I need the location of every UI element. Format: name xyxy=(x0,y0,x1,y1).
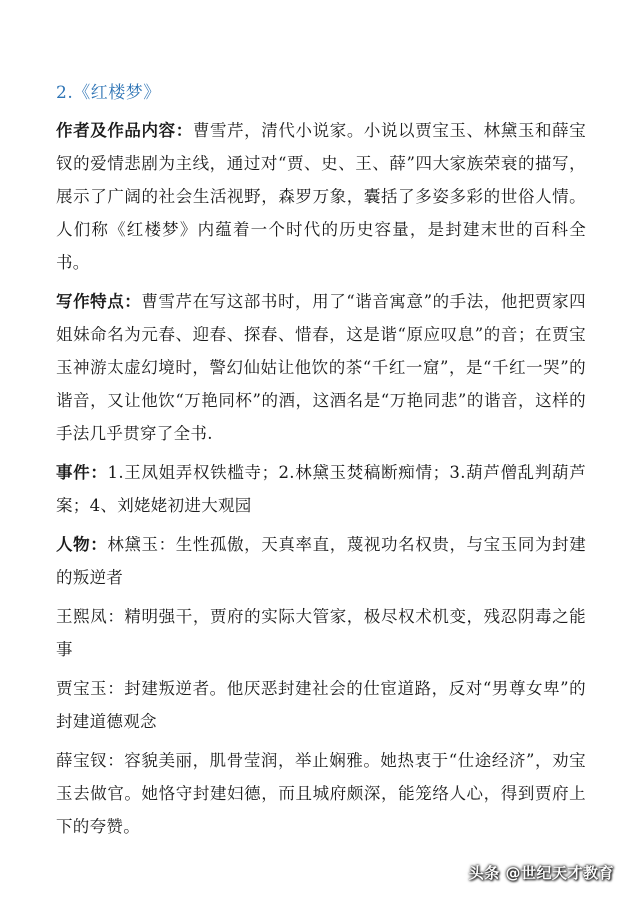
paragraph-lead: 写作特点： xyxy=(56,292,142,311)
watermark: 头条 @世纪天才教育 xyxy=(468,864,614,882)
paragraph-text: 曹雪芹，清代小说家。小说以贾宝玉、林黛玉和薛宝钗的爱情悲剧为主线，通过对“贾、史、王、薛”四大家族荣衰的描写，展示了广阔的社会生活视野，森罗万象，囊括了多姿多彩的世俗人情。人们称《红楼梦》内蕴着一个时代的历史容量，是封建末世的百科全书。 xyxy=(56,121,586,272)
character-jia-baoyu xyxy=(56,672,586,738)
paragraph-text: 薛宝钗：容貌美丽，肌骨莹润，举止娴雅。她热衷于“仕途经济”，劝宝玉去做官。她恪守封建妇德，而且城府颇深，能笼络人心，得到贾府上下的夸赞。 xyxy=(56,751,586,836)
author-and-content-paragraph xyxy=(56,114,586,279)
paragraph-lead: 作者及作品内容： xyxy=(56,121,193,140)
character-xue-baochai xyxy=(56,744,586,843)
document-page xyxy=(56,80,586,849)
paragraph-lead: 人物： xyxy=(56,535,108,554)
characters-paragraph xyxy=(56,528,586,594)
writing-features-paragraph xyxy=(56,285,586,450)
paragraph-text: 林黛玉：生性孤傲，天真率直，蔑视功名权贵，与宝玉同为封建的叛逆者 xyxy=(56,535,586,587)
character-wang-xifeng xyxy=(56,600,586,666)
paragraph-text: 贾宝玉：封建叛逆者。他厌恶封建社会的仕宦道路，反对“男尊女卑”的封建道德观念 xyxy=(56,679,586,731)
paragraph-text: 王熙凤：精明强干，贾府的实际大管家，极尽权术机变，残忍阴毒之能事 xyxy=(56,607,586,659)
events-paragraph xyxy=(56,456,586,522)
paragraph-lead: 事件： xyxy=(56,463,108,482)
section-title: 2.《红楼梦》 xyxy=(56,83,161,103)
paragraph-text: 曹雪芹在写这部书时，用了“谐音寓意”的手法，他把贾家四姐妹命名为元春、迎春、探春、惜春，这是谐“原应叹息”的音；在贾宝玉神游太虚幻境时，警幻仙姑让他饮的茶“千红一窟”，是“千红一哭”的谐音，又让他饮“万艳同杯”的酒，这酒名是“万艳同悲”的谐音，这样的手法几乎贯穿了全书. xyxy=(56,292,586,443)
paragraph-text: 1.王凤姐弄权铁槛寺；2.林黛玉焚稿断痴情；3.葫芦僧乱判葫芦案；4、刘姥姥初进大观园 xyxy=(56,463,587,515)
